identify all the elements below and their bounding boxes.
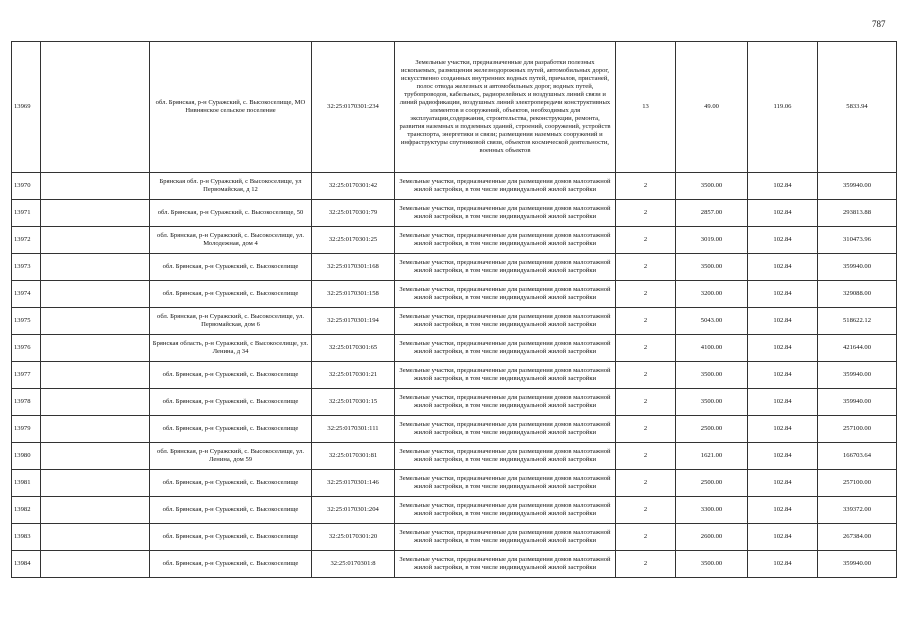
table-row <box>12 362 897 389</box>
table-row <box>12 389 897 416</box>
category-cell: 2 <box>616 335 676 362</box>
specific-value-cell: 102.84 <box>748 524 818 551</box>
area-cell: 4100.00 <box>676 335 748 362</box>
area-cell: 2500.00 <box>676 416 748 443</box>
permitted-use-cell: Земельные участки, предназначенные для размещения домов малоэтажной жилой застройки, в том числе индивидуальной жилой застройки <box>395 227 616 254</box>
cadastral-value-cell: 359940.00 <box>818 254 897 281</box>
cadastral-number-cell: 32:25:0170301:234 <box>312 42 395 173</box>
address-cell: обл. Брянская, р-н Суражский, с. Высокоселище, ул. Молодежная, дом 4 <box>150 227 312 254</box>
row-number: 13983 <box>12 524 41 551</box>
permitted-use-cell: Земельные участки, предназначенные для размещения домов малоэтажной жилой застройки, в том числе индивидуальной жилой застройки <box>395 254 616 281</box>
table-body <box>12 42 897 578</box>
cadastral-number-cell: 32:25:0170301:204 <box>312 497 395 524</box>
category-cell: 2 <box>616 362 676 389</box>
table-row <box>12 497 897 524</box>
address-cell: обл. Брянская, р-н Суражский, с. Высокоселище <box>150 470 312 497</box>
row-number: 13980 <box>12 443 41 470</box>
row-number: 13971 <box>12 200 41 227</box>
category-cell: 2 <box>616 416 676 443</box>
area-cell: 2600.00 <box>676 524 748 551</box>
cadastral-value-cell: 166703.64 <box>818 443 897 470</box>
permitted-use-cell: Земельные участки, предназначенные для разработки полезных ископаемых, размещения железнодорожных путей, автомобильных дорог, искусственно созданных внутренних водных путей, причалов, пристаней, полос отвода железных и автомобильных дорог, водных путей, трубопроводов, кабельных, радиорелейных и воздушных линий связи и линий радиофикации, воздушных линий электропередачи конструктивных элементов и сооружений, объектов, необходимых для эксплуатации,содержания, строительства, реконструкции, ремонта, развития наземных и подземных зданий, строений, сооружений, устройств транспорта, энергетики и связи; размещения наземных сооружений и инфраструктуры спутниковой связи, объектов космической деятельности, военных объектов <box>395 42 616 173</box>
row-number: 13976 <box>12 335 41 362</box>
permitted-use-cell: Земельные участки, предназначенные для размещения домов малоэтажной жилой застройки, в том числе индивидуальной жилой застройки <box>395 389 616 416</box>
address-cell: обл. Брянская, р-н Суражский, с. Высокоселище, МО Нивнянское сельское поселение <box>150 42 312 173</box>
address-cell: обл. Брянская, р-н Суражский, с. Высокоселище <box>150 497 312 524</box>
cadastral-number-cell: 32:25:0170301:146 <box>312 470 395 497</box>
table-row <box>12 335 897 362</box>
category-cell: 2 <box>616 470 676 497</box>
cadastral-value-cell: 267384.00 <box>818 524 897 551</box>
row-number: 13979 <box>12 416 41 443</box>
row-number: 13970 <box>12 173 41 200</box>
address-cell: обл. Брянская, р-н Суражский, с. Высокоселище, ул. Ленина, дом 59 <box>150 443 312 470</box>
address-cell: Брянская обл. р-н Суражский, с Высокоселище, ул Первомайская, д 12 <box>150 173 312 200</box>
category-cell: 2 <box>616 308 676 335</box>
row-number: 13984 <box>12 551 41 578</box>
empty-cell <box>41 173 150 200</box>
table-row <box>12 200 897 227</box>
table-row <box>12 173 897 200</box>
cadastral-value-cell: 329088.00 <box>818 281 897 308</box>
table-row <box>12 227 897 254</box>
table-row <box>12 416 897 443</box>
specific-value-cell: 102.84 <box>748 335 818 362</box>
category-cell: 2 <box>616 497 676 524</box>
empty-cell <box>41 308 150 335</box>
cadastral-number-cell: 32:25:0170301:81 <box>312 443 395 470</box>
permitted-use-cell: Земельные участки, предназначенные для размещения домов малоэтажной жилой застройки, в том числе индивидуальной жилой застройки <box>395 200 616 227</box>
permitted-use-cell: Земельные участки, предназначенные для размещения домов малоэтажной жилой застройки, в том числе индивидуальной жилой застройки <box>395 362 616 389</box>
category-cell: 2 <box>616 254 676 281</box>
specific-value-cell: 102.84 <box>748 227 818 254</box>
row-number: 13973 <box>12 254 41 281</box>
empty-cell <box>41 470 150 497</box>
table-row <box>12 443 897 470</box>
area-cell: 3500.00 <box>676 362 748 389</box>
cadastral-value-cell: 359940.00 <box>818 173 897 200</box>
cadastral-value-cell: 359940.00 <box>818 362 897 389</box>
row-number: 13975 <box>12 308 41 335</box>
specific-value-cell: 102.84 <box>748 497 818 524</box>
permitted-use-cell: Земельные участки, предназначенные для размещения домов малоэтажной жилой застройки, в том числе индивидуальной жилой застройки <box>395 551 616 578</box>
cadastral-number-cell: 32:25:0170301:20 <box>312 524 395 551</box>
specific-value-cell: 102.84 <box>748 173 818 200</box>
category-cell: 2 <box>616 551 676 578</box>
area-cell: 3200.00 <box>676 281 748 308</box>
category-cell: 2 <box>616 389 676 416</box>
address-cell: обл. Брянская, р-н Суражский, с. Высокоселище, ул. Первомайская, дом 6 <box>150 308 312 335</box>
area-cell: 49.00 <box>676 42 748 173</box>
specific-value-cell: 102.84 <box>748 200 818 227</box>
row-number: 13977 <box>12 362 41 389</box>
area-cell: 3500.00 <box>676 254 748 281</box>
specific-value-cell: 119.06 <box>748 42 818 173</box>
empty-cell <box>41 335 150 362</box>
cadastral-number-cell: 32:25:0170301:21 <box>312 362 395 389</box>
empty-cell <box>41 200 150 227</box>
area-cell: 3500.00 <box>676 173 748 200</box>
cadastral-number-cell: 32:25:0170301:8 <box>312 551 395 578</box>
permitted-use-cell: Земельные участки, предназначенные для размещения домов малоэтажной жилой застройки, в том числе индивидуальной жилой застройки <box>395 470 616 497</box>
cadastral-value-cell: 257100.00 <box>818 470 897 497</box>
row-number: 13981 <box>12 470 41 497</box>
cadastral-number-cell: 32:25:0170301:42 <box>312 173 395 200</box>
empty-cell <box>41 254 150 281</box>
cadastral-value-cell: 257100.00 <box>818 416 897 443</box>
cadastral-value-cell: 310473.96 <box>818 227 897 254</box>
permitted-use-cell: Земельные участки, предназначенные для размещения домов малоэтажной жилой застройки, в том числе индивидуальной жилой застройки <box>395 308 616 335</box>
cadastral-number-cell: 32:25:0170301:15 <box>312 389 395 416</box>
land-registry-table <box>11 41 897 578</box>
row-number: 13969 <box>12 42 41 173</box>
area-cell: 3500.00 <box>676 551 748 578</box>
area-cell: 1621.00 <box>676 443 748 470</box>
specific-value-cell: 102.84 <box>748 308 818 335</box>
category-cell: 2 <box>616 227 676 254</box>
permitted-use-cell: Земельные участки, предназначенные для размещения домов малоэтажной жилой застройки, в том числе индивидуальной жилой застройки <box>395 173 616 200</box>
permitted-use-cell: Земельные участки, предназначенные для размещения домов малоэтажной жилой застройки, в том числе индивидуальной жилой застройки <box>395 281 616 308</box>
address-cell: обл. Брянская, р-н Суражский, с. Высокоселище, 50 <box>150 200 312 227</box>
address-cell: обл. Брянская, р-н Суражский, с. Высокоселище <box>150 362 312 389</box>
table-row <box>12 281 897 308</box>
category-cell: 2 <box>616 443 676 470</box>
cadastral-number-cell: 32:25:0170301:194 <box>312 308 395 335</box>
cadastral-value-cell: 359940.00 <box>818 551 897 578</box>
cadastral-value-cell: 421644.00 <box>818 335 897 362</box>
permitted-use-cell: Земельные участки, предназначенные для размещения домов малоэтажной жилой застройки, в том числе индивидуальной жилой застройки <box>395 497 616 524</box>
specific-value-cell: 102.84 <box>748 254 818 281</box>
cadastral-value-cell: 518622.12 <box>818 308 897 335</box>
area-cell: 5043.00 <box>676 308 748 335</box>
empty-cell <box>41 416 150 443</box>
empty-cell <box>41 281 150 308</box>
cadastral-number-cell: 32:25:0170301:25 <box>312 227 395 254</box>
category-cell: 2 <box>616 281 676 308</box>
permitted-use-cell: Земельные участки, предназначенные для размещения домов малоэтажной жилой застройки, в том числе индивидуальной жилой застройки <box>395 416 616 443</box>
empty-cell <box>41 497 150 524</box>
cadastral-value-cell: 293813.88 <box>818 200 897 227</box>
address-cell: обл. Брянская, р-н Суражский, с. Высокоселище <box>150 416 312 443</box>
cadastral-number-cell: 32:25:0170301:158 <box>312 281 395 308</box>
cadastral-number-cell: 32:25:0170301:168 <box>312 254 395 281</box>
category-cell: 2 <box>616 524 676 551</box>
row-number: 13974 <box>12 281 41 308</box>
permitted-use-cell: Земельные участки, предназначенные для размещения домов малоэтажной жилой застройки, в том числе индивидуальной жилой застройки <box>395 524 616 551</box>
row-number: 13982 <box>12 497 41 524</box>
specific-value-cell: 102.84 <box>748 443 818 470</box>
address-cell: обл. Брянская, р-н Суражский, с. Высокоселище <box>150 524 312 551</box>
table-row <box>12 308 897 335</box>
specific-value-cell: 102.84 <box>748 416 818 443</box>
table-row <box>12 42 897 173</box>
empty-cell <box>41 443 150 470</box>
empty-cell <box>41 524 150 551</box>
area-cell: 3300.00 <box>676 497 748 524</box>
area-cell: 2857.00 <box>676 200 748 227</box>
cadastral-value-cell: 5833.94 <box>818 42 897 173</box>
cadastral-number-cell: 32:25:0170301:65 <box>312 335 395 362</box>
empty-cell <box>41 389 150 416</box>
cadastral-number-cell: 32:25:0170301:111 <box>312 416 395 443</box>
cadastral-value-cell: 339372.00 <box>818 497 897 524</box>
empty-cell <box>41 551 150 578</box>
area-cell: 3019.00 <box>676 227 748 254</box>
address-cell: обл. Брянская, р-н Суражский, с. Высокоселище <box>150 551 312 578</box>
table-row <box>12 254 897 281</box>
empty-cell <box>41 227 150 254</box>
row-number: 13972 <box>12 227 41 254</box>
specific-value-cell: 102.84 <box>748 362 818 389</box>
specific-value-cell: 102.84 <box>748 389 818 416</box>
area-cell: 2500.00 <box>676 470 748 497</box>
address-cell: обл. Брянская, р-н Суражский, с. Высокоселище <box>150 281 312 308</box>
address-cell: обл. Брянская, р-н Суражский, с. Высокоселище <box>150 254 312 281</box>
category-cell: 13 <box>616 42 676 173</box>
address-cell: Брянская область, р-н Суражский, с Высокоселище, ул. Ленина, д 34 <box>150 335 312 362</box>
table-row <box>12 524 897 551</box>
row-number: 13978 <box>12 389 41 416</box>
empty-cell <box>41 362 150 389</box>
cadastral-number-cell: 32:25:0170301:79 <box>312 200 395 227</box>
specific-value-cell: 102.84 <box>748 551 818 578</box>
area-cell: 3500.00 <box>676 389 748 416</box>
page-number: 787 <box>872 19 886 29</box>
empty-cell <box>41 42 150 173</box>
table-row <box>12 470 897 497</box>
permitted-use-cell: Земельные участки, предназначенные для размещения домов малоэтажной жилой застройки, в том числе индивидуальной жилой застройки <box>395 335 616 362</box>
permitted-use-cell: Земельные участки, предназначенные для размещения домов малоэтажной жилой застройки, в том числе индивидуальной жилой застройки <box>395 443 616 470</box>
specific-value-cell: 102.84 <box>748 470 818 497</box>
specific-value-cell: 102.84 <box>748 281 818 308</box>
category-cell: 2 <box>616 173 676 200</box>
category-cell: 2 <box>616 200 676 227</box>
address-cell: обл. Брянская, р-н Суражский, с. Высокоселище <box>150 389 312 416</box>
table-row <box>12 551 897 578</box>
cadastral-value-cell: 359940.00 <box>818 389 897 416</box>
